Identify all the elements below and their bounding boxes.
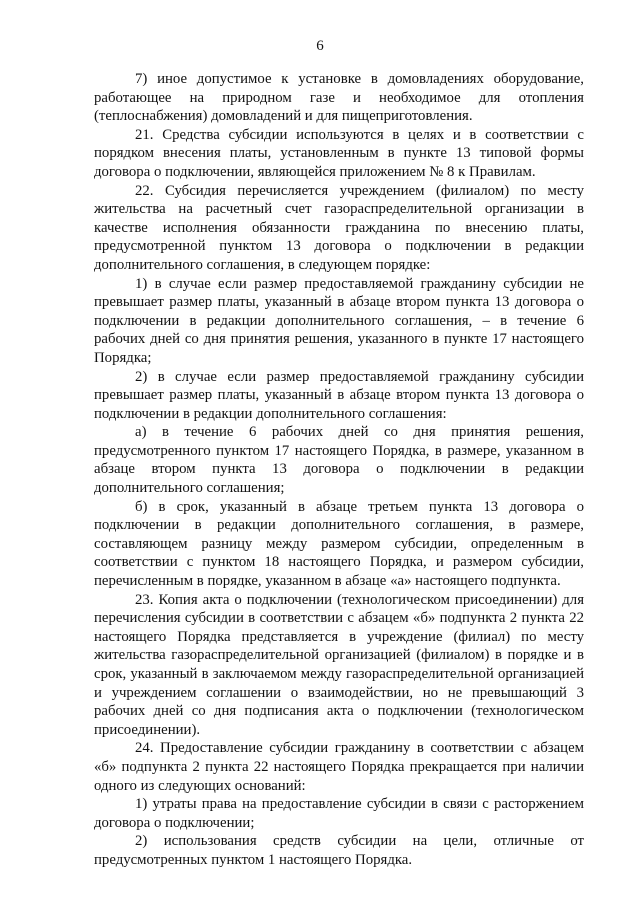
paragraph-item-7: 7) иное допустимое к установке в домовладениях оборудование, работающее на природном газе и необходимое для отопления (теплоснабжения) домовладений и для пищеприготовления. bbox=[94, 71, 584, 125]
paragraph-24-item-2: 2) использования средств субсидии на цели, отличные от предусмотренных пунктом 1 настоящего Порядка. bbox=[94, 833, 584, 868]
paragraph-24-item-1: 1) утраты права на предоставление субсидии в связи с расторжением договора о подключении; bbox=[94, 796, 584, 831]
paragraph-24: 24. Предоставление субсидии гражданину в соответствии с абзацем «б» подпункта 2 пункта 22 настоящего Порядка прекращается при наличии одного из следующих оснований: bbox=[94, 740, 584, 794]
document-body bbox=[94, 70, 584, 870]
paragraph-22-item-2a: а) в течение 6 рабочих дней со дня принятия решения, предусмотренного пунктом 17 настоящего Порядка, в размере, указанном в абзаце втором пункта 13 договора о подключении в редакции дополнительного соглашения; bbox=[94, 424, 584, 497]
paragraph-22-item-2b: б) в срок, указанный в абзаце третьем пункта 13 договора о подключении в редакции дополнительного соглашения, в размере, составляющем разницу между размером субсидии, определенным в соответствии с пунктом 18 настоящего Порядка, и размером субсидии, перечисленным в порядке, указанном в абзаце «а» настоящего подпункта. bbox=[94, 498, 584, 590]
paragraph-23: 23. Копия акта о подключении (технологическом присоединении) для перечисления субсидии в соответствии с абзацем «б» подпункта 2 пункта 22 настоящего Порядка представляется в учреждение (филиал) по месту жительства газораспределительной организацией (филиалом) в порядке и в срок, указанный в заключаемом между газораспределительной организацией и учреждением соглашении о взаимодействии, но не превышающий 3 рабочих дней со дня подписания акта о подключении (технологическом присоединении). bbox=[94, 591, 584, 738]
paragraph-21: 21. Средства субсидии используются в целях и в соответствии с порядком внесения платы, установленным в пункте 13 типовой формы договора о подключении, являющейся приложением № 8 к Правилам. bbox=[94, 126, 584, 180]
paragraph-22: 22. Субсидия перечисляется учреждением (филиалом) по месту жительства на расчетный счет газораспределительной организации в качестве исполнения обязанности гражданина по внесению платы, предусмотренной пунктом 13 договора о подключении в редакции дополнительного соглашения, в следующем порядке: bbox=[94, 182, 584, 273]
paragraph-22-item-1: 1) в случае если размер предоставляемой гражданину субсидии не превышает размер платы, указанный в абзаце втором пункта 13 договора о подключении в редакции дополнительного соглашения, – в течение 6 рабочих дней со дня принятия решения, указанного в пункте 17 настоящего Порядка; bbox=[94, 275, 584, 366]
page-number: 6 bbox=[316, 38, 324, 54]
paragraph-22-item-2: 2) в случае если размер предоставляемой гражданину субсидии превышает размер платы, указанный в абзаце втором пункта 13 договора о подключении в редакции дополнительного соглашения: bbox=[94, 368, 584, 422]
